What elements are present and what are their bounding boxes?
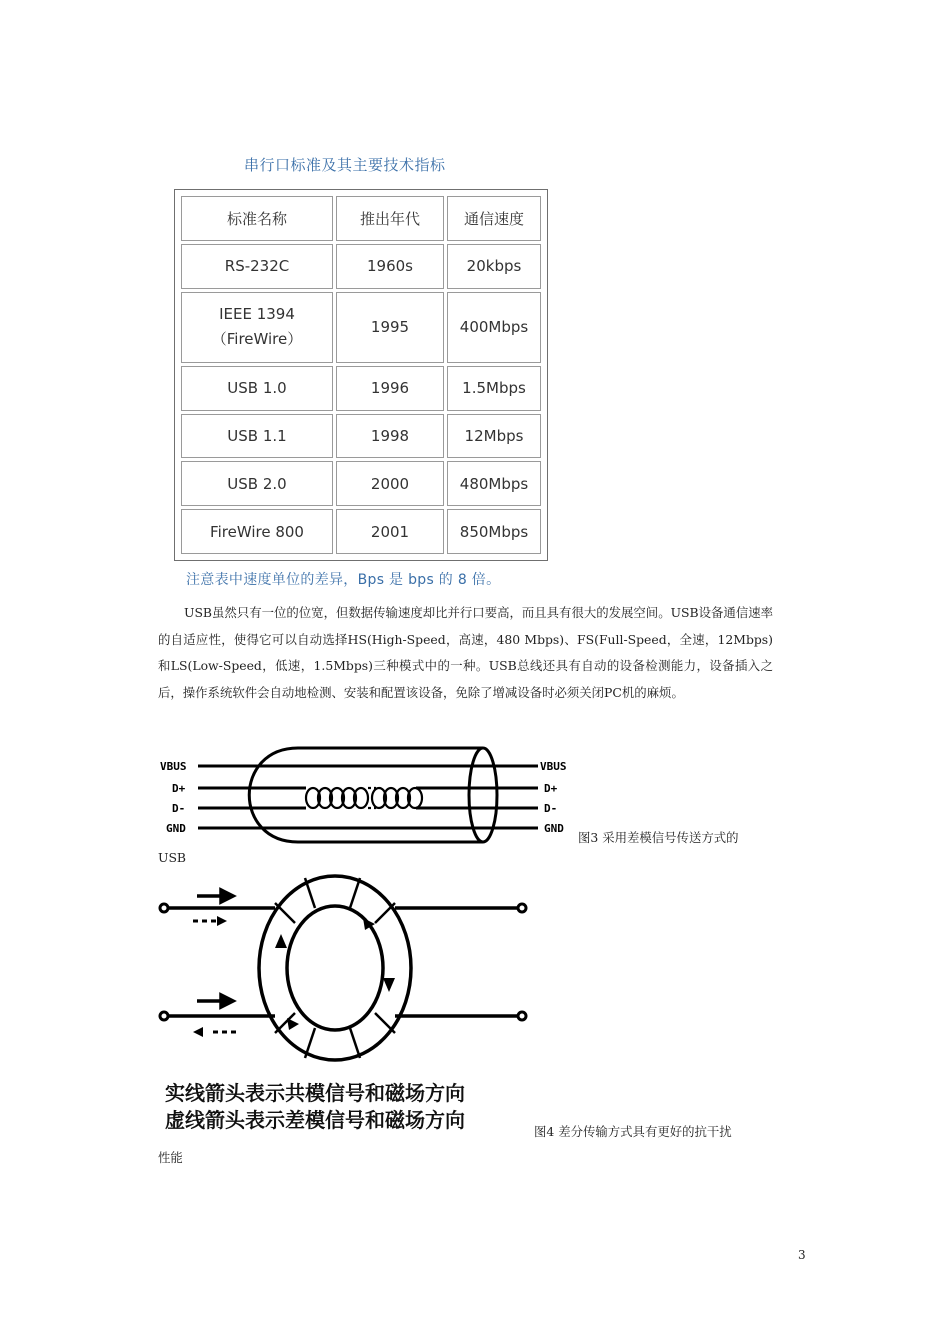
table-row (181, 292, 541, 363)
table-cell: 1960s (336, 244, 444, 289)
figure4-legend-line: 实线箭头表示共模信号和磁场方向 (165, 1081, 465, 1105)
wire-label-left: D+ (172, 782, 186, 795)
table-header-cell: 通信速度 (447, 196, 541, 241)
spec-table-frame (174, 189, 548, 561)
table-header-row (181, 196, 541, 241)
table-cell: 480Mbps (447, 461, 541, 506)
table-cell: 1998 (336, 414, 444, 459)
table-caption: 串行口标准及其主要技术指标 (244, 156, 446, 174)
table-row (181, 244, 541, 289)
figure4-caption: 图4 差分传输方式具有更好的抗干扰 (534, 1124, 732, 1139)
table-cell: USB 1.0 (181, 366, 333, 411)
table-cell: RS-232C (181, 244, 333, 289)
table-note: 注意表中速度单位的差异，Bps 是 bps 的 8 倍。 (186, 572, 501, 588)
table-cell: 2001 (336, 509, 444, 554)
wire-label-left: GND (166, 822, 186, 835)
wire-label-right: VBUS (540, 760, 567, 773)
figure3-caption: 图3 采用差模信号传送方式的 (578, 830, 739, 845)
table-cell: 12Mbps (447, 414, 541, 459)
spec-table (178, 193, 544, 557)
table-cell: IEEE 1394 （FireWire） (181, 292, 333, 363)
table-cell: FireWire 800 (181, 509, 333, 554)
table-header-cell: 标准名称 (181, 196, 333, 241)
table-cell: 1995 (336, 292, 444, 363)
table-header-cell: 推出年代 (336, 196, 444, 241)
table-cell: 400Mbps (447, 292, 541, 363)
table-row (181, 414, 541, 459)
wire-label-left: VBUS (160, 760, 187, 773)
figure4-caption-cont: 性能 (158, 1150, 183, 1165)
figure4-legend-line: 虚线箭头表示差模信号和磁场方向 (165, 1108, 465, 1132)
table-cell: 1.5Mbps (447, 366, 541, 411)
table-cell: 1996 (336, 366, 444, 411)
toroid-figure (155, 868, 535, 1068)
table-row (181, 461, 541, 506)
wire-label-right: GND (544, 822, 564, 835)
table-cell: 20kbps (447, 244, 541, 289)
wire-label-right: D- (544, 802, 558, 815)
table-cell: 2000 (336, 461, 444, 506)
wire-label-left: D- (172, 802, 186, 815)
page-number: 3 (798, 1248, 806, 1262)
wire-label-right: D+ (544, 782, 558, 795)
table-cell: 850Mbps (447, 509, 541, 554)
table-cell: USB 2.0 (181, 461, 333, 506)
figure3-caption-cont: USB (158, 850, 187, 865)
body-paragraph: USB虽然只有一位的位宽，但数据传输速度却比并行口要高，而且具有很大的发展空间。USB设备通信速率的自适应性，使得它可以自动选择HS(High-Speed，高速，480 Mbps)、FS(Full-Speed，全速，12Mbps)和LS(Low-Speed，低速，1.5Mbps)三种模式中的一种。USB总线还具有自动的设备检测能力，设备插入之后，操作系统软件会自动地检测、安装和配置该设备，免除了增减设备时必须关闭PC机的麻烦。 (158, 605, 773, 700)
usb-cable-figure (158, 740, 578, 850)
table-row (181, 366, 541, 411)
table-row (181, 509, 541, 554)
figure4-legend (165, 1080, 465, 1134)
table-cell: USB 1.1 (181, 414, 333, 459)
